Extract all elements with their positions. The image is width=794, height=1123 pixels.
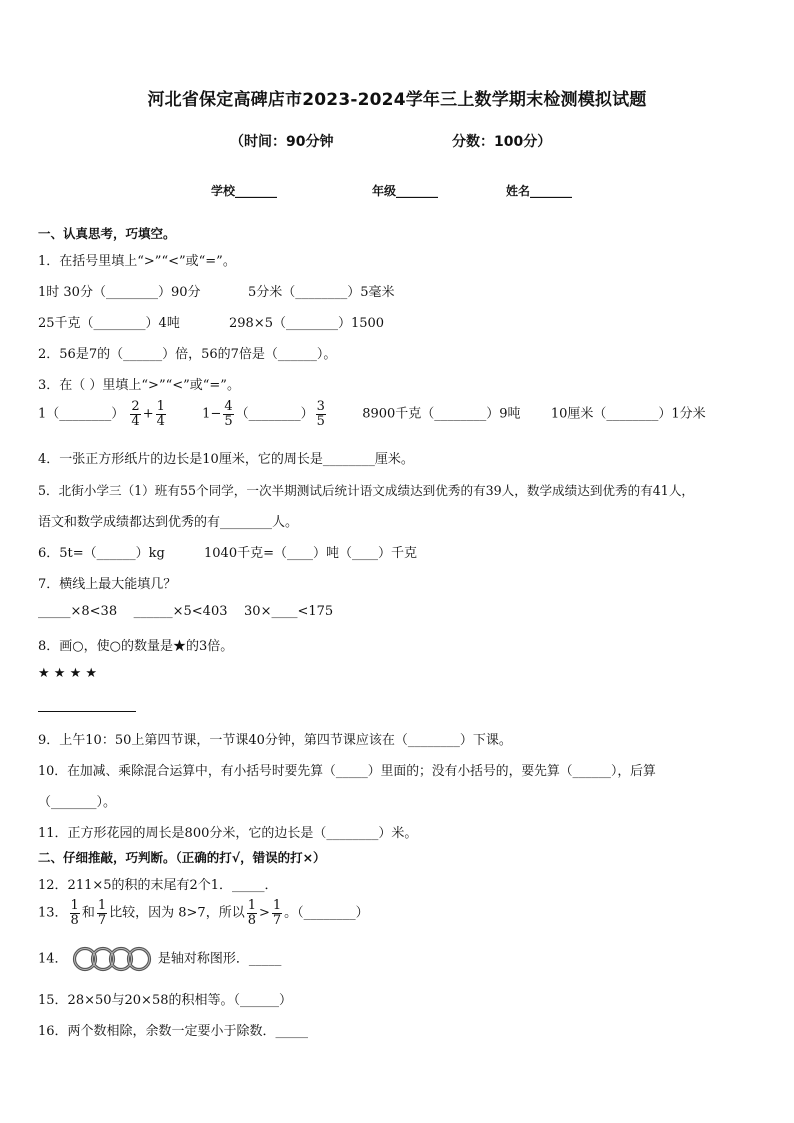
q1-row1b: 5分米（________）5毫米 [248, 285, 395, 300]
q3-b-mid: （________） [235, 406, 314, 422]
fraction: $\frac{1}{7}$ [272, 898, 282, 928]
q15: 15．28×50与20×58的积相等。（______） [38, 993, 292, 1008]
fraction: $\frac{2}{4}$ [131, 399, 140, 429]
fraction: $\frac{3}{5}$ [316, 399, 325, 429]
section-2-heading: 二、仔细推敲，巧判断。（正确的打√，错误的打×） [38, 850, 326, 865]
name-field: 姓名_______ [506, 184, 573, 198]
page-title: 河北省保定高碑店市2023-2024学年三上数学期末检测模拟试题 [147, 90, 647, 110]
grade-field: 年级_______ [372, 184, 439, 198]
q6b: 1040千克=（____）吨（____）千克 [204, 546, 417, 561]
q1-row2b: 298×5（________）1500 [229, 316, 385, 331]
q2: 2．56是7的（______）倍，56的7倍是（______）。 [38, 347, 337, 362]
four-rings-icon [72, 946, 154, 972]
exam-score: 分数：100分） [452, 134, 552, 150]
q12: 12．211×5的积的末尾有2个1．_____． [38, 878, 278, 893]
q13: 13． $\frac{1}{8}$ 和 $\frac{1}{7}$ 比较，因为 8>7，所以 $\frac{1}{8}$ > $\frac{1}{7}$ 。（________） [38, 898, 369, 928]
q7-row: _____×8<38 ______×5<403 30×____<175 [38, 604, 334, 619]
section-1-heading: 一、认真思考，巧填空。 [38, 226, 176, 241]
exam-time: （时间：90分钟 [230, 134, 334, 150]
fraction: $\frac{1}{8}$ [247, 898, 256, 928]
q5-line2: 语文和数学成绩都达到优秀的有________人。 [38, 515, 299, 530]
q5-line1: 5．北街小学三（1）班有55个同学，一次半期测试后统计语文成绩达到优秀的有39人，数学成绩达到优秀的有41人， [38, 483, 695, 498]
q1-row2a: 25千克（________）4吨 [38, 316, 180, 331]
q11: 11．正方形花园的周长是800分米，它的边长是（________）米。 [38, 826, 418, 841]
q3-b-prefix: 1− [202, 406, 222, 422]
q3-c: 8900千克（________）9吨 [362, 406, 521, 422]
q1-row1a: 1时 30分（________）90分 [38, 285, 201, 300]
q3-stem: 3．在（ ）里填上“>”“<”或“=”。 [38, 378, 240, 393]
q4: 4．一张正方形纸片的边长是10厘米，它的周长是________厘米。 [38, 452, 414, 467]
fraction: $\frac{1}{7}$ [97, 898, 107, 928]
plus-sign: + [142, 406, 154, 422]
q10-line2: （_______）。 [38, 795, 117, 810]
q9: 9．上午10：50上第四节课，一节课40分钟，第四节课应该在（________）下课。 [38, 733, 512, 748]
school-field: 学校_______ [211, 184, 278, 198]
q3-d: 10厘米（________）1分米 [550, 406, 706, 422]
q8-stem: 8．画○，使○的数量是★的3倍。 [38, 639, 234, 654]
fraction: $\frac{1}{8}$ [70, 898, 79, 928]
q1-stem: 1．在括号里填上“>”“<”或“=”。 [38, 254, 236, 269]
q3-row [38, 400, 706, 428]
fraction: $\frac{4}{5}$ [224, 399, 233, 429]
q3-a-prefix: 1（________） [38, 406, 125, 422]
fraction: $\frac{1}{4}$ [156, 399, 165, 429]
q8-stars: ★ ★ ★ ★ [38, 666, 98, 681]
q8-answer-line [38, 711, 136, 712]
q7-stem: 7．横线上最大能填几？ [38, 577, 177, 592]
q10-line1: 10．在加减、乘除混合运算中，有小括号时要先算（_____）里面的；没有小括号的，要先算（______），后算 [38, 764, 656, 779]
q6a: 6．5t=（______）kg [38, 546, 165, 561]
q14: 14． 是轴对称图形．_____ [38, 946, 281, 972]
q16: 16．两个数相除，余数一定要小于除数．_____ [38, 1024, 309, 1039]
